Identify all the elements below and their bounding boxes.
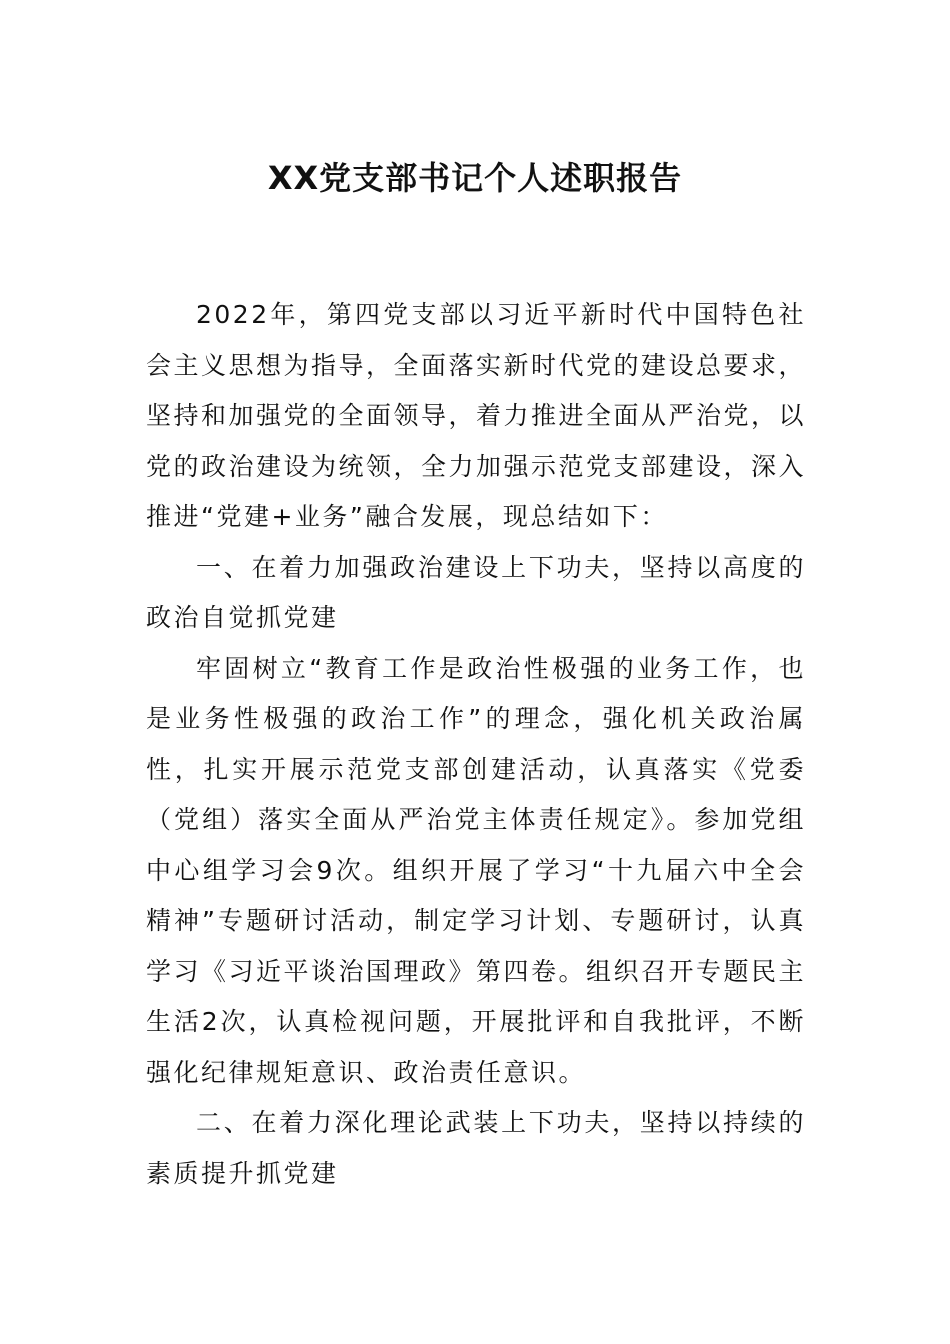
paragraph-intro: 2022年，第四党支部以习近平新时代中国特色社会主义思想为指导，全面落实新时代党的建设总要求，坚持和加强党的全面领导，着力推进全面从严治党，以党的政治建设为统领，全力加强示范党支部建设，深入推进“党建+业务”融合发展，现总结如下：: [146, 300, 807, 531]
paragraph-heading-1: 一、在着力加强政治建设上下功夫，坚持以高度的政治自觉抓党建: [146, 552, 806, 632]
paragraph-section-1: 牢固树立“教育工作是政治性极强的业务工作，也是业务性极强的政治工作”的理念，强化机关政治属性，扎实开展示范党支部创建活动，认真落实《党委（党组）落实全面从严治党主体责任规定》。参加党组中心组学习会9次。组织开展了学习“十九届六中全会精神”专题研讨活动，制定学习计划、专题研讨，认真学习《习近平谈治国理政》第四卷。组织召开专题民主生活2次，认真检视问题，开展批评和自我批评，不断强化纪律规矩意识、政治责任意识。: [146, 653, 807, 1087]
paragraph-heading-2: 二、在着力深化理论武装上下功夫，坚持以持续的素质提升抓党建: [146, 1108, 806, 1188]
document-body: [146, 290, 806, 1199]
document-title: XX党支部书记个人述职报告: [267, 159, 683, 197]
